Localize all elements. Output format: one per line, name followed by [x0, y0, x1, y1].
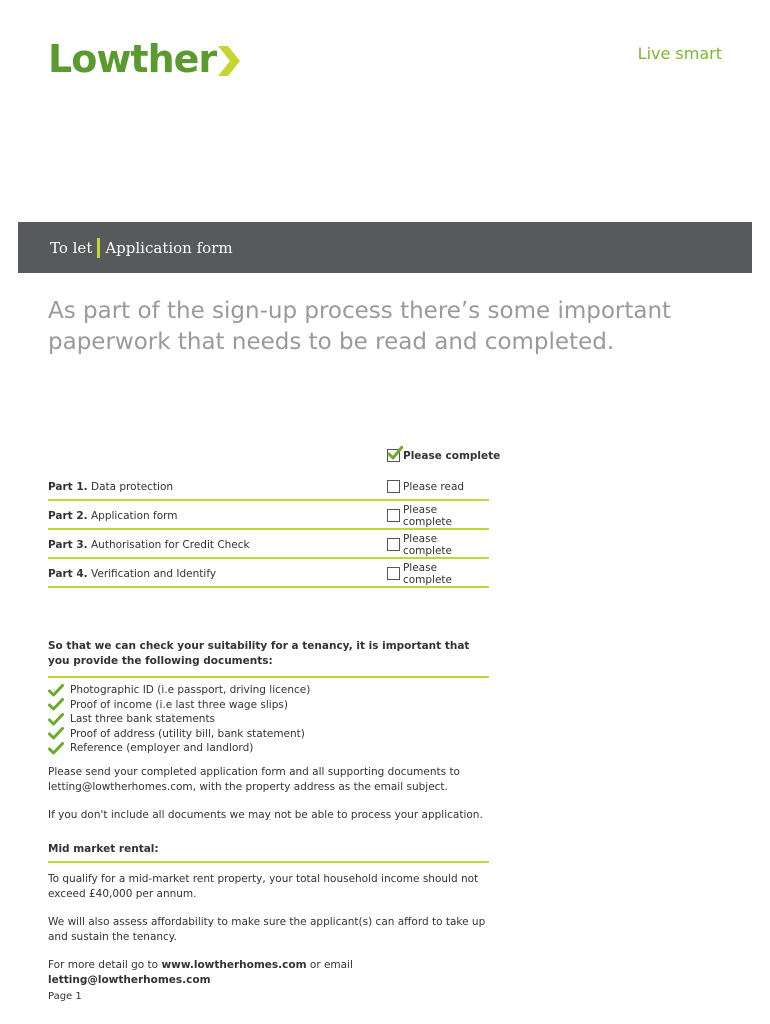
banner-left: To let — [50, 238, 93, 257]
banner-divider — [97, 238, 100, 258]
logo-text: Lowther — [48, 37, 217, 81]
legend-label: Please complete — [403, 449, 501, 462]
contact-prefix: For more detail go to — [48, 959, 159, 971]
income-text: To qualify for a mid-market rent property, your total household income should not exceed £40,000 per annum. — [48, 873, 479, 900]
part-label — [48, 539, 250, 551]
list-item — [48, 727, 310, 742]
list-item — [48, 741, 310, 756]
list-item — [48, 683, 310, 698]
check-icon — [48, 727, 64, 740]
part-label — [48, 568, 216, 580]
part-number: Part 2. — [48, 509, 88, 522]
part-number: Part 4. — [48, 567, 88, 580]
send-instructions: Please send your completed application form and all supporting documents to letting@lowtherhomes.com, with the property address as the email subject. — [48, 766, 460, 793]
part-status-label: Please read — [403, 480, 465, 493]
document-label: Reference (employer and landlord) — [70, 742, 254, 754]
part-row-1 — [48, 472, 489, 501]
legend — [387, 449, 500, 462]
list-item — [48, 712, 310, 727]
mid-market-heading: Mid market rental: — [48, 843, 489, 863]
tagline: Live smart — [637, 44, 722, 63]
check-icon — [48, 684, 64, 697]
part-row-4 — [48, 559, 489, 588]
part-status — [387, 533, 489, 557]
contact-mid: or email — [309, 959, 353, 971]
legend-checkbox — [387, 449, 400, 462]
part-status — [387, 504, 489, 528]
part-number: Part 3. — [48, 538, 88, 551]
documents-list — [48, 683, 310, 756]
part-status-label: Please complete — [402, 561, 452, 586]
part-title: Authorisation for Credit Check — [91, 538, 250, 551]
title-banner — [18, 222, 752, 273]
contact-line — [48, 958, 489, 987]
banner-right: Application form — [105, 238, 233, 257]
part-checkbox[interactable] — [387, 538, 400, 551]
documents-heading: So that we can check your suitability for a tenancy, it is important that you provide the following documents: — [48, 639, 489, 678]
list-item — [48, 698, 310, 713]
parts-list — [48, 472, 489, 588]
part-checkbox[interactable] — [387, 480, 400, 493]
email-link[interactable]: letting@lowtherhomes.com — [48, 973, 211, 986]
banner-title — [50, 238, 233, 258]
part-title: Verification and Identify — [91, 567, 217, 580]
page-number: Page 1 — [48, 991, 82, 1002]
check-icon — [387, 446, 403, 462]
logo-chevron-icon — [218, 46, 240, 76]
part-number: Part 1. — [48, 480, 88, 493]
intro-heading: As part of the sign-up process there’s some important paperwork that needs to be read and completed. — [48, 298, 672, 355]
document-label: Photographic ID (i.e passport, driving licence) — [70, 684, 311, 696]
part-row-3 — [48, 530, 489, 559]
part-checkbox[interactable] — [387, 567, 400, 580]
part-status — [387, 562, 489, 586]
document-label: Proof of income (i.e last three wage slips) — [70, 698, 288, 711]
check-icon — [48, 713, 64, 726]
part-title: Application form — [91, 509, 178, 522]
affordability-text: We will also assess affordability to make sure the applicant(s) can afford to take up and sustain the tenancy. — [48, 916, 486, 943]
warning-text: If you don't include all documents we may not be able to process your application. — [48, 809, 483, 821]
part-status-label: Please complete — [402, 503, 452, 528]
part-status-label: Please complete — [402, 532, 452, 557]
part-label — [48, 481, 173, 493]
document-label: Last three bank statements — [70, 713, 216, 725]
document-label: Proof of address (utility bill, bank statement) — [70, 727, 305, 740]
part-label — [48, 510, 178, 522]
part-title: Data protection — [91, 480, 174, 493]
check-icon — [48, 742, 64, 755]
logo — [48, 37, 240, 81]
website-link[interactable]: www.lowtherhomes.com — [161, 959, 307, 971]
check-icon — [48, 698, 64, 711]
part-row-2 — [48, 501, 489, 530]
part-checkbox[interactable] — [387, 509, 400, 522]
part-status — [387, 480, 489, 493]
